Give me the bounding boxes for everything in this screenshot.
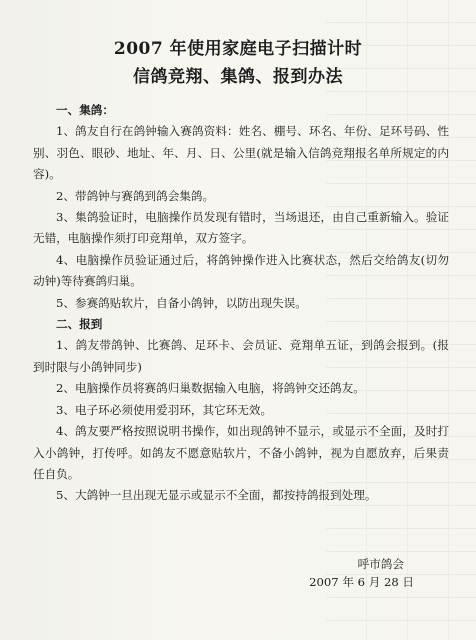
document-title-line1: 2007 年使用家庭电子扫描计时 (113, 39, 363, 59)
document-title-line2: 信鸽竞翔、集鸽、报到办法 (133, 67, 343, 87)
paragraph: 2、电脑操作员将赛鸽归巢数据输入电脑，将鸽钟交还鸽友。 (56, 381, 365, 396)
paragraph: 4、鸽友要严格按照说明书操作，如出现鸽钟不显示，或显示不全面，及时打入小鸽钟，打传呼。如鸽友不愿意贴软片，不备小鸽钟，视为自愿放弃，后果责任自负。 (33, 424, 449, 481)
paragraph: 3、集鸽验证时，电脑操作员发现有错时，当场退还，由自己重新输入。验证无错，电脑操作须打印竞翔单，双方签字。 (33, 210, 449, 246)
section-heading-report: 二、报到 (56, 317, 103, 332)
section-heading-collection: 一、集鸽： (56, 103, 114, 117)
paragraph: 5、大鸽钟一旦出现无显示或显示不全面，都按持鸽报到处理。 (56, 488, 377, 503)
paragraph: 3、电子环必须使用爱羽环，其它环无效。 (56, 402, 273, 417)
signature-date: 2007 年 6 月 28 日 (309, 575, 414, 589)
paragraph: 1、鸽友自行在鸽钟输入赛鸽资料：姓名、棚号、环名、年份、足环号码、性别、羽色、眼砂、地址、年、月、日、公里(就是输入信鸽竞翔报名单所规定的内容)。 (33, 124, 449, 182)
paragraph: 2、带鸽钟与赛鸽到鸽会集鸽。 (56, 188, 215, 203)
document-body (33, 100, 449, 507)
paragraph: 1、鸽友带鸽钟、比赛鸽、足环卡、会员证、竞翔单五证，到鸽会报到。(报到时限与小鸽钟同步) (33, 338, 449, 374)
paragraph: 5、参赛鸽贴软片，自备小鸽钟，以防出现失误。 (56, 295, 307, 310)
signature-organization: 呼市鸽会 (357, 557, 404, 571)
paragraph: 4、电脑操作员验证通过后，将鸽钟操作进入比赛状态，然后交给鸽友(切勿动钟)等待赛鸽归巢。 (33, 252, 449, 289)
